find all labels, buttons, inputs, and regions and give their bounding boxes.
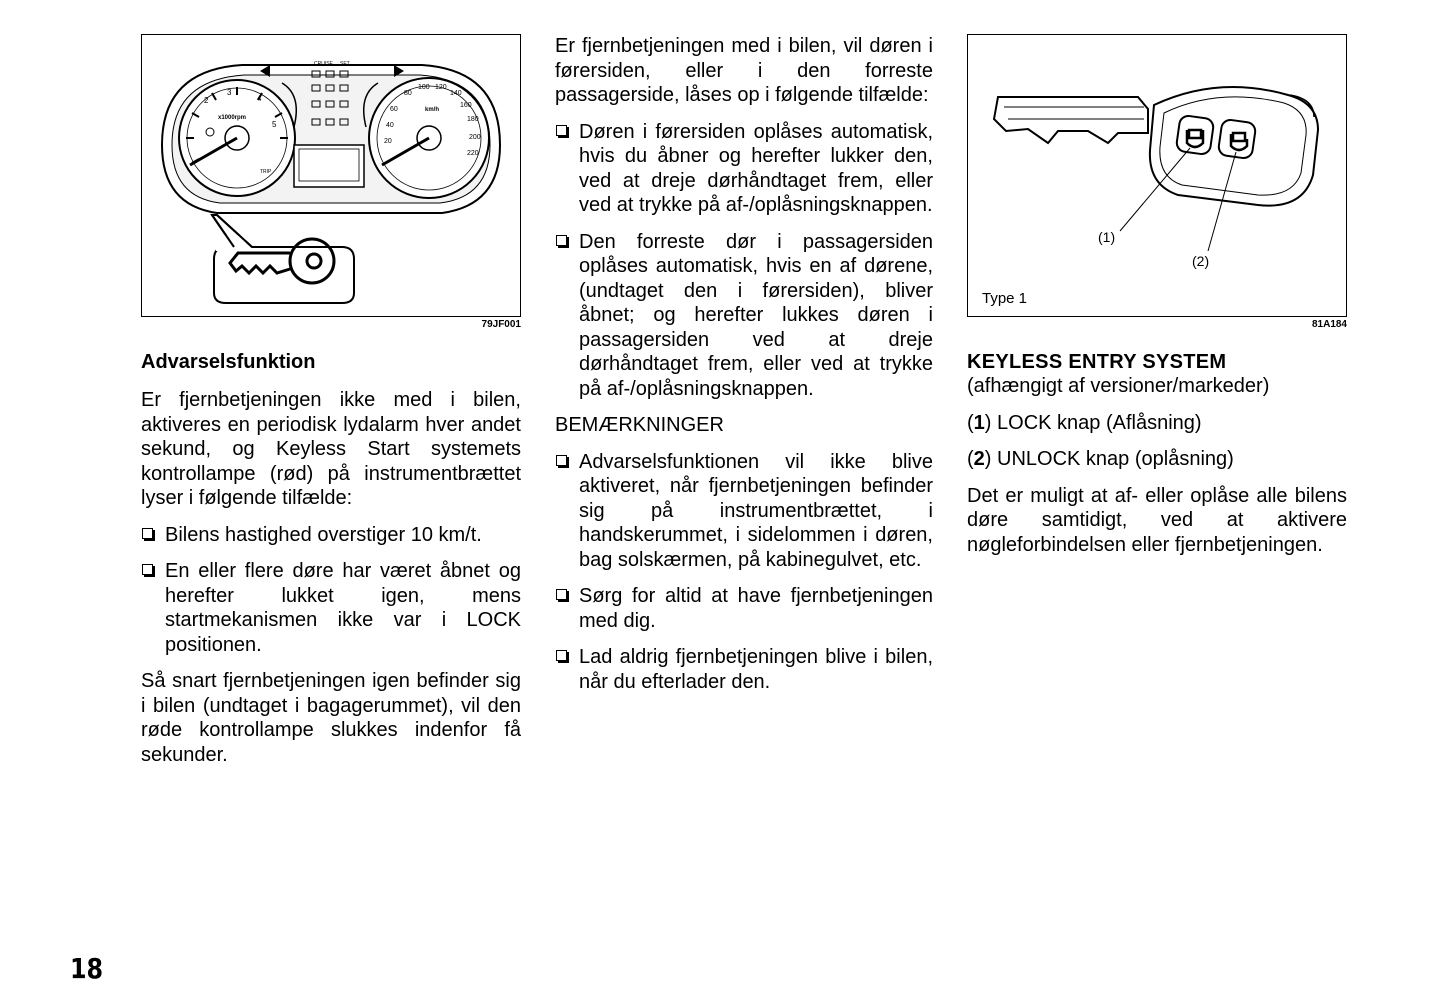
bullet-item: Døren i førersiden oplåses automatisk, hvis du åbner og herefter lukker den, ved at dreje dørhåndtaget frem, eller ved at trykke på af-/oplåsningsknappen. xyxy=(555,120,933,218)
instrument-cluster-illustration xyxy=(142,35,519,315)
rpm-unit-label: x1000rpm xyxy=(218,115,247,121)
svg-text:4: 4 xyxy=(257,94,262,103)
key-fob-illustration xyxy=(968,35,1345,315)
set-label: SET xyxy=(340,61,350,67)
svg-text:3: 3 xyxy=(227,88,232,97)
instrument-cluster-figure xyxy=(141,34,521,317)
item-number: 1 xyxy=(973,411,985,434)
svg-text:60: 60 xyxy=(390,106,398,113)
svg-text:120: 120 xyxy=(435,84,447,91)
figure-caption: Type 1 xyxy=(982,290,1028,307)
bullet-item: En eller flere døre har været åbnet og herefter lukket igen, mens startmekanismen ikke var i LOCK positionen. xyxy=(141,559,521,657)
paragraph-intro: Er fjernbetjeningen ikke med i bilen, aktiveres en periodisk lydalarm hver andet sekund, og Keyless Start systemets kontrollampe (rød) på instrumentbrættet lyser i følgende tilfælde: xyxy=(141,389,521,509)
item-text: UNLOCK knap (oplåsning) xyxy=(997,448,1234,470)
note-item: Lad aldrig fjernbetjeningen blive i bilen, når du efterlader den. xyxy=(555,645,933,694)
svg-text:100: 100 xyxy=(418,84,430,91)
note-item: Advarselsfunktionen vil ikke blive aktiveret, når fjernbetjeningen befinder sig på instrumentbrættet, i handskerummet, i sidelommen i døren, bag solskærmen, på kabinegulvet, etc. xyxy=(555,450,933,573)
bullet-item: Bilens hastighed overstiger 10 km/t. xyxy=(141,523,521,548)
key-fob-figure xyxy=(967,34,1347,317)
paragraph-outro: Så snart fjernbetjeningen igen befinder sig i bilen (undtaget i bagagerummet), vil den røde kontrollampe slukkes indenfor få sekunder. xyxy=(141,670,521,766)
svg-text:220: 220 xyxy=(467,150,479,157)
svg-text:5: 5 xyxy=(272,120,277,129)
page-number: 18 xyxy=(70,952,104,985)
right-column xyxy=(967,34,1347,557)
notes-heading: BEMÆRKNINGER xyxy=(555,414,724,436)
svg-text:160: 160 xyxy=(460,102,472,109)
svg-text:180: 180 xyxy=(467,116,479,123)
svg-text:20: 20 xyxy=(384,138,392,145)
callout-2: (2) xyxy=(1192,253,1210,269)
callout-1: (1) xyxy=(1098,229,1116,245)
item-text: LOCK knap (Aflåsning) xyxy=(997,411,1202,434)
cruise-label: CRUISE xyxy=(314,61,333,67)
speed-unit-label: km/h xyxy=(425,107,440,113)
middle-column xyxy=(555,34,933,694)
paragraph-intro: Er fjernbetjeningen med i bilen, vil døren i førersiden, eller i den forreste passagerside, låses op i følgende tilfælde: xyxy=(555,35,933,106)
note-item: Sørg for altid at have fjernbetjeningen med dig. xyxy=(555,584,933,633)
item-unlock: (2) UNLOCK knap (oplåsning) xyxy=(967,448,1234,470)
item-number: 2 xyxy=(973,448,985,470)
bullet-item: Den forreste dør i passagersiden oplåses automatisk, hvis en af dørene, (undtaget den i førersiden), bliver åbnet; og herefter lukkes døren i passagersiden ved at dreje dørhåndtaget frem, eller ved at trykke på af-/oplåsningsknappen. xyxy=(555,230,933,402)
svg-text:140: 140 xyxy=(450,90,462,97)
item-lock: (1) LOCK knap (Aflåsning) xyxy=(967,411,1202,434)
section-heading: KEYLESS ENTRY SYSTEM xyxy=(967,351,1227,373)
svg-text:2: 2 xyxy=(204,96,209,105)
figure-code: 81A184 xyxy=(1311,319,1347,330)
svg-text:40: 40 xyxy=(386,122,394,129)
figure-code: 79JF001 xyxy=(481,319,521,330)
left-column xyxy=(141,34,521,767)
trip-label: TRIP xyxy=(260,169,272,175)
svg-text:200: 200 xyxy=(469,134,481,141)
paragraph-body: Det er muligt at af- eller oplåse alle bilens døre samtidigt, ved at aktivere nøgleforbindelsen eller fjernbetjeningen. xyxy=(967,484,1347,556)
subheading: (afhængigt af versioner/markeder) xyxy=(967,375,1270,397)
section-heading: Advarselsfunktion xyxy=(141,351,316,373)
svg-text:80: 80 xyxy=(404,90,412,97)
